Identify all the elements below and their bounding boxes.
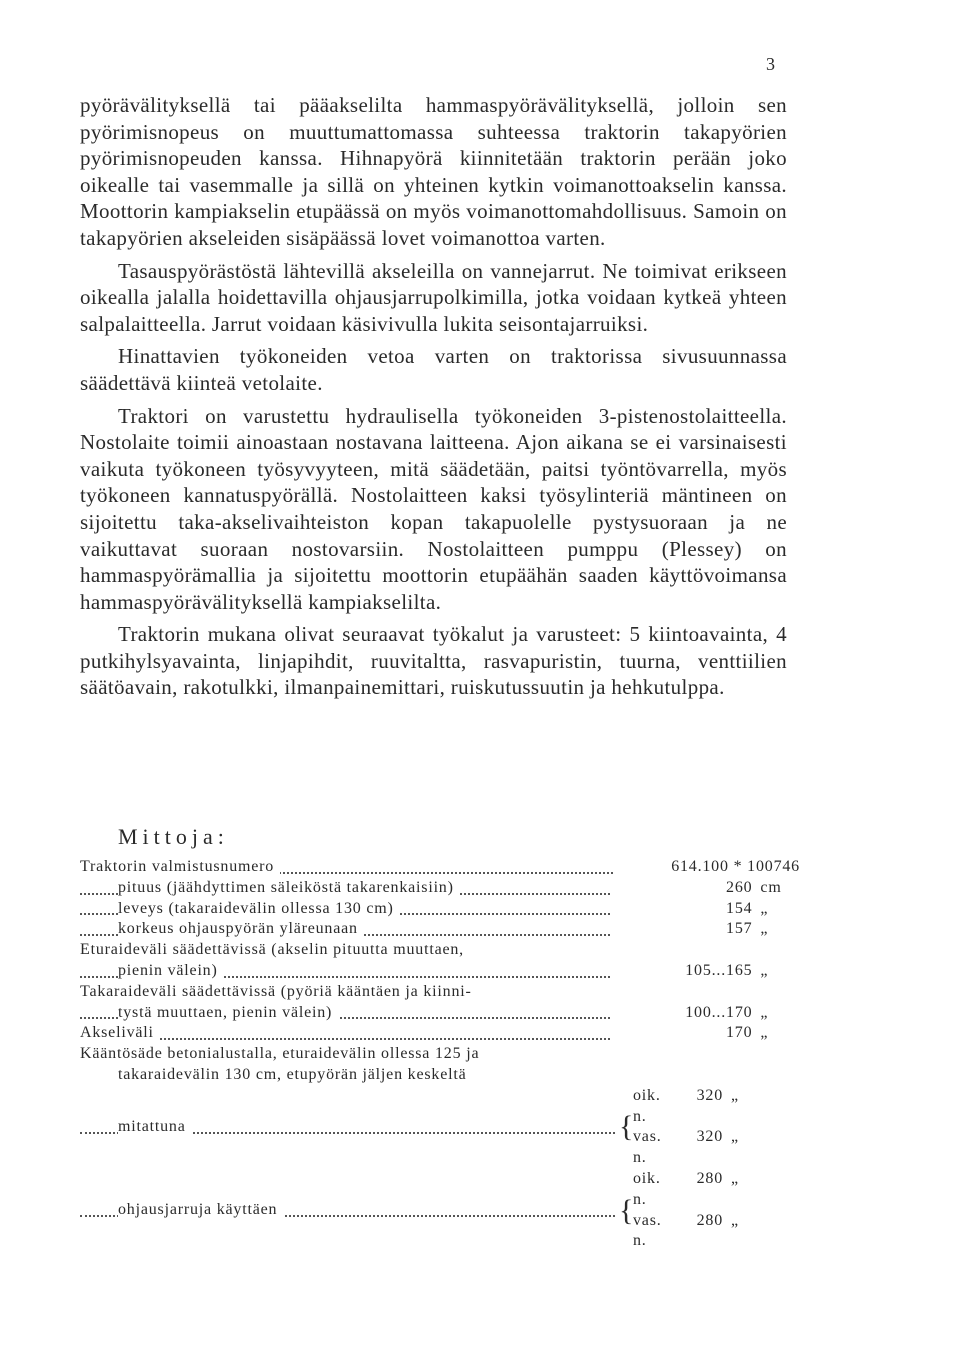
- spec-label: Traktorin valmistusnumero: [80, 857, 613, 878]
- spec-row-front-track: [80, 961, 800, 982]
- spec-row-turning-line2: [80, 1065, 800, 1086]
- spec-row-width: [80, 899, 800, 920]
- spec-row-wheelbase: [80, 1023, 800, 1044]
- spec-row-height: [80, 919, 800, 940]
- spec-value: 157: [726, 920, 753, 938]
- side-label: vas. n.: [633, 1211, 662, 1250]
- spec-unit: „: [731, 1086, 739, 1104]
- spec-row-front-track-line1: [80, 940, 800, 961]
- spec-value: 320: [696, 1086, 723, 1104]
- turning-values: [633, 1086, 761, 1169]
- paragraph-power-takeoff: pyörävälityksellä tai pääakselilta hammaspyörävälityksellä, jolloin sen pyörimisnopeus on muuttumattomassa suhteessa traktorin takapyörien pyörimisnopeuden kanssa. Hihnapyörä kiinnitetään traktorin perään joko oikealle tai vasemmalle ja sillä on yhteinen kytkin voimanottoakselin kanssa. Moottorin kampiakselin etupäässä on myös voimanottomahdollisuus. Samoin on takapyörien akseleiden sisäpäässä lovet voimanottoa varten.: [80, 93, 787, 250]
- body-text: [80, 92, 787, 707]
- spec-value: 105...165: [685, 961, 753, 979]
- page-number: 3: [766, 54, 775, 74]
- spec-value: 614.100 * 100746: [671, 858, 800, 875]
- spec-label: korkeus ohjauspyörän yläreunaan: [80, 919, 610, 940]
- spec-label: ohjausjarruja käyttäen: [80, 1200, 615, 1221]
- spec-value: 280: [696, 1169, 723, 1187]
- spec-value: 100...170: [685, 1003, 753, 1021]
- steering-brake-values: [633, 1169, 761, 1252]
- spec-label: Akseliväli: [80, 1023, 610, 1044]
- brace-icon: {: [619, 1193, 635, 1227]
- spec-value: 280: [696, 1211, 723, 1229]
- spec-label: pituus (jäähdyttimen säleiköstä takarenkaisiin): [80, 878, 610, 899]
- spec-row-turning: [80, 1086, 800, 1169]
- spec-label: Takaraideväli säädettävissä (pyöriä kääntäen ja kiinni-: [80, 982, 615, 1003]
- spec-unit: „: [760, 961, 769, 979]
- side-label: oik. n.: [633, 1169, 661, 1208]
- spec-unit: „: [760, 1003, 769, 1021]
- spec-unit: „: [760, 1024, 769, 1042]
- spec-row-turning-line1: [80, 1044, 800, 1065]
- spec-label: takaraidevälin 130 cm, etupyörän jäljen keskeltä: [80, 1065, 615, 1086]
- paragraph-brakes: Tasauspyörästöstä lähtevillä akseleilla on vannejarrut. Ne toimivat erikseen oikealla jalalla hoidettavilla ohjausjarrupolkimilla, jotka voidaan kytkeä yhteen salpalaitteella. Jarrut voidaan käsivivulla lukita seisontajarruiksi.: [80, 258, 787, 336]
- side-label: vas. n.: [633, 1128, 662, 1167]
- side-label: oik. n.: [633, 1086, 661, 1125]
- spec-label: Eturaideväli säädettävissä (akselin pituutta muuttaen,: [80, 940, 615, 961]
- spec-value: 154: [726, 899, 753, 917]
- spec-unit: cm: [760, 878, 782, 896]
- section-heading-dimensions: Mittoja:: [118, 824, 229, 849]
- spec-unit: „: [760, 920, 769, 938]
- spec-label: leveys (takaraidevälin ollessa 130 cm): [80, 899, 610, 920]
- spec-unit: „: [760, 899, 769, 917]
- spec-value: 170: [726, 1024, 753, 1042]
- dimensions-table: [80, 857, 800, 1252]
- spec-unit: „: [731, 1128, 739, 1146]
- spec-row-steering-brakes: [80, 1169, 800, 1252]
- paragraph-hydraulic-lift: Traktori on varustettu hydraulisella työkoneiden 3-pistenostolaitteella. Nostolaite toimii ainoastaan nostavana laitteena. Ajon aikana se ei varsinaisesti vaikuta työkoneen työsyvyyteen, mitä säädetään, paitsi työntövarrella, myös työkoneen kannatuspyörällä. Nostolaitteen kaksi työsylinteriä mäntineen on sijoitettu taka-akselivaihteiston kopan takapuolelle pystysuoraan ja ne vaikuttavat suoraan nostovarsiin. Nostolaitteen pumppu (Plessey) on hammaspyörämallia ja sijoitettu moottorin etupäähän saaden käyttövoimansa hammaspyörävälityksellä kampiakselilta.: [80, 403, 787, 614]
- spec-row-rear-track-line1: [80, 982, 800, 1003]
- paragraph-drawbar: Hinattavien työkoneiden vetoa varten on traktorissa sivusuunnassa säädettävä kiinteä vetolaite.: [80, 344, 787, 395]
- spec-label: mitattuna: [80, 1117, 615, 1138]
- spec-row-serial: [80, 857, 800, 878]
- spec-label: Kääntösäde betonialustalla, eturaidevälin ollessa 125 ja: [80, 1044, 615, 1065]
- spec-row-length: [80, 878, 800, 899]
- brace-icon: {: [619, 1110, 635, 1144]
- paragraph-tools: Traktorin mukana olivat seuraavat työkalut ja varusteet: 5 kiintoavainta, 4 putkihylsyavainta, linjapihdit, ruuvitaltta, rasvapuristin, tuurna, venttiilien säätöavain, rakotulkki, ilmanpainemittari, ruiskutussuutin ja hehkutulppa.: [80, 622, 787, 700]
- spec-label: pienin välein): [80, 961, 610, 982]
- spec-unit: „: [731, 1169, 739, 1187]
- spec-label: tystä muuttaen, pienin välein): [80, 1003, 610, 1024]
- spec-value: 260: [726, 878, 753, 896]
- spec-row-rear-track: [80, 1003, 800, 1024]
- spec-unit: „: [731, 1211, 739, 1229]
- spec-value: 320: [696, 1128, 723, 1146]
